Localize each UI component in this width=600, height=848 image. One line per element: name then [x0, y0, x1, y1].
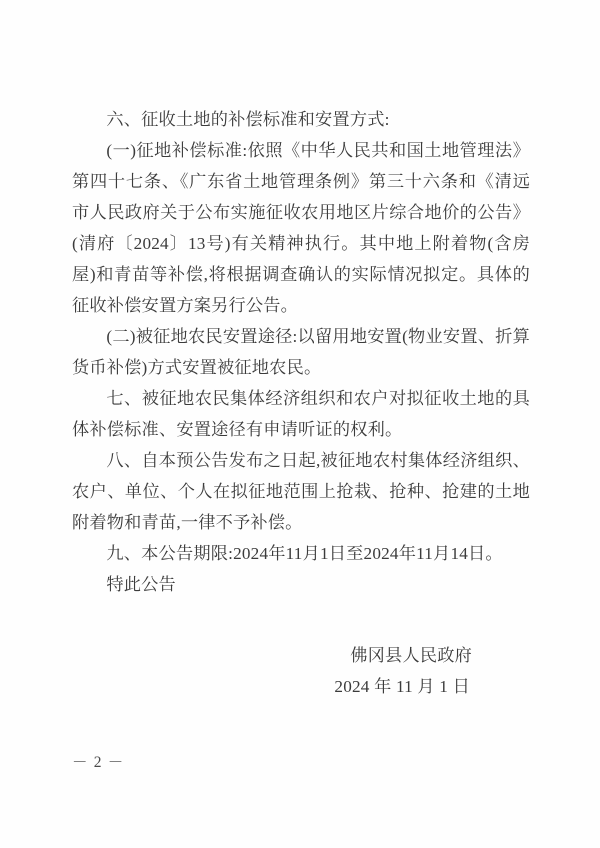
signature-date: 2024 年 11 月 1 日 — [334, 677, 470, 696]
page-number: － 2 － — [72, 754, 125, 771]
paragraph-closing-statement: 特此公告 — [106, 575, 176, 594]
paragraph-item-two: (二)被征地农民安置途径:以留用地安置(物业安置、折算货币补偿)方式安置被征地农民。 — [72, 327, 530, 377]
paragraph-section-six: 六、征收土地的补偿标准和安置方式: — [106, 110, 390, 129]
paragraph-item-one: (一)征地补偿标准:依照《中华人民共和国土地管理法》第四十七条、《广东省土地管理条例》第三十六条和《清远市人民政府关于公布实施征收农用地区片综合地价的公告》(清府〔2024〕13号)有关精神执行。其中地上附着物(含房屋)和青苗等补偿,将根据调查确认的实际情况拟定。具体的征收补偿安置方案另行公告。 — [72, 141, 530, 315]
paragraph-section-seven: 七、被征地农民集体经济组织和农户对拟征收土地的具体补偿标准、安置途径有申请听证的权利。 — [72, 389, 530, 439]
signature-issuer: 佛冈县人民政府 — [350, 646, 472, 665]
paragraph-section-eight: 八、自本预公告发布之日起,被征地农村集体经济组织、农户、单位、个人在拟征地范围上抢栽、抢种、抢建的土地附着物和青苗,一律不予补偿。 — [72, 451, 530, 532]
signature-block — [0, 640, 530, 702]
document-body — [72, 104, 530, 600]
paragraph-section-nine: 九、本公告期限:2024年11月1日至2024年11月14日。 — [106, 544, 503, 563]
